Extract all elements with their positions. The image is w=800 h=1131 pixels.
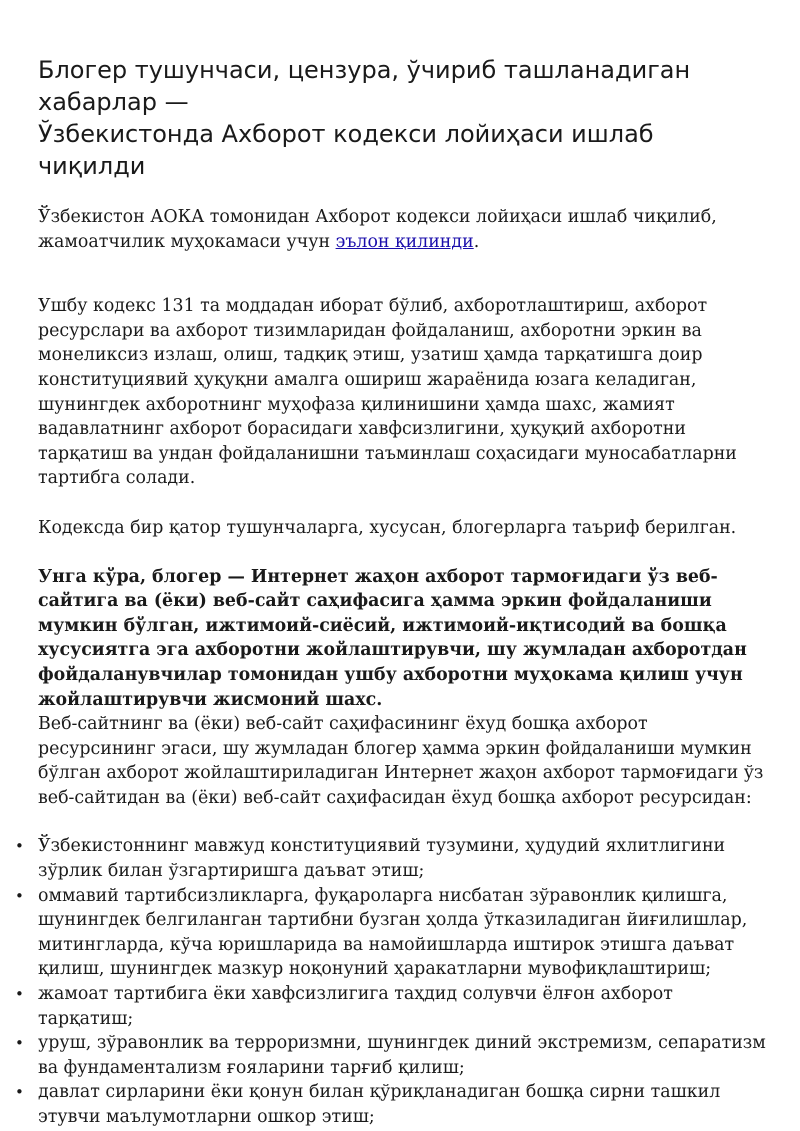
list-item: • оммавий тартибсизликларга, фуқароларга нисбатан зўравонлик қилишга, шунингдек белгиланган тартибни бузган ҳолда ўтказиладиган йиғилишлар, митингларда, кўча юришларида ва намойишларда иштирок этишга даъват қилиш, шунингдек мазкур ноқонуний ҳаракатларни мувофиқлаштириш; (38, 884, 768, 982)
lead-end: . (473, 231, 480, 252)
definitions-paragraph: Кодексда бир қатор тушунчаларга, хусусан, блогерларга таъриф берилган. (38, 517, 737, 538)
article-title (38, 54, 768, 182)
prohibitions-list (38, 834, 768, 1129)
article-title-line-2: Ўзбекистонда Ахборот кодекси лойиҳаси ишлаб чиқилди (38, 120, 654, 180)
lead-text: Ўзбекистон АОКА томонидан Ахборот кодекси лойиҳаси ишлаб чиқилиб, жамоатчилик муҳокамаси учун (38, 207, 717, 252)
owner-obligations-paragraph: Веб-сайтнинг ва (ёки) веб-сайт саҳифасининг ёхуд бошқа ахборот ресурсининг эгаси, шу жумладан блогер ҳамма эркин фойдаланиши мумкин бўлган ахборот жойлаштириладиган Интернет жаҳон ахборот тармоғидаги ўз веб-сайтидан ва (ёки) веб-сайт саҳифасидан ёхуд бошқа ахборот ресурсидан: (38, 714, 764, 808)
blogger-definition-paragraph: Унга кўра, блогер — Интернет жаҳон ахборот тармоғидаги ўз веб-сайтига ва (ёки) веб-сайт саҳифасига ҳамма эркин фойдаланиши мумкин бўлган, ижтимоий-сиёсий, ижтимоий-иқтисодий ва бошқа хусусиятга эга ахборотни жойлаштирувчи, шу жумладан ахборотдан фойдаланувчилар томонидан ушбу ахборотни муҳокама қилиш учун жойлаштирувчи жисмоний шахс. (38, 566, 747, 710)
article-title-line-1: Блогер тушунчаси, цензура, ўчириб ташланадиган хабарлар — (38, 56, 691, 116)
list-item: • Ўзбекистоннинг мавжуд конституциявий тузумини, ҳудудий яхлитлигини зўрлик билан ўзгартиришга даъват этиш; (38, 834, 768, 883)
code-description-paragraph: Ушбу кодекс 131 та моддадан иборат бўлиб, ахборотлаштириш, ахборот ресурслари ва ахборот тизимларидан фойдаланиш, ахборотни эркин ва монеликсиз излаш, олиш, тадқиқ этиш, узатиш ҳамда тарқатишга доир конституциявий ҳуқуқни амалга ошириш жараёнида юзага келадиган, шунингдек ахборотнинг муҳофаза қилинишини ҳамда шахс, жамият вадавлатнинг ахборот борасидаги хавфсизлигини, ҳуқуқий ахборотни тарқатиш ва ундан фойдаланишни таъминлаш соҳасидаги муносабатларни тартибга солади. (38, 296, 737, 489)
lead-paragraph (38, 205, 768, 254)
article (38, 54, 768, 1130)
list-item: • уруш, зўравонлик ва терроризмни, шунингдек диний экстремизм, сепаратизм ва фундаментализм ғояларини тарғиб қилиш; (38, 1031, 768, 1080)
announcement-link[interactable]: эълон қилинди (335, 231, 474, 252)
list-item: • давлат сирларини ёки қонун билан қўриқланадиган бошқа сирни ташкил этувчи маълумотларни ошкор этиш; (38, 1080, 768, 1129)
list-item: • жамоат тартибига ёки хавфсизлигига таҳдид солувчи ёлғон ахборот тарқатиш; (38, 982, 768, 1031)
